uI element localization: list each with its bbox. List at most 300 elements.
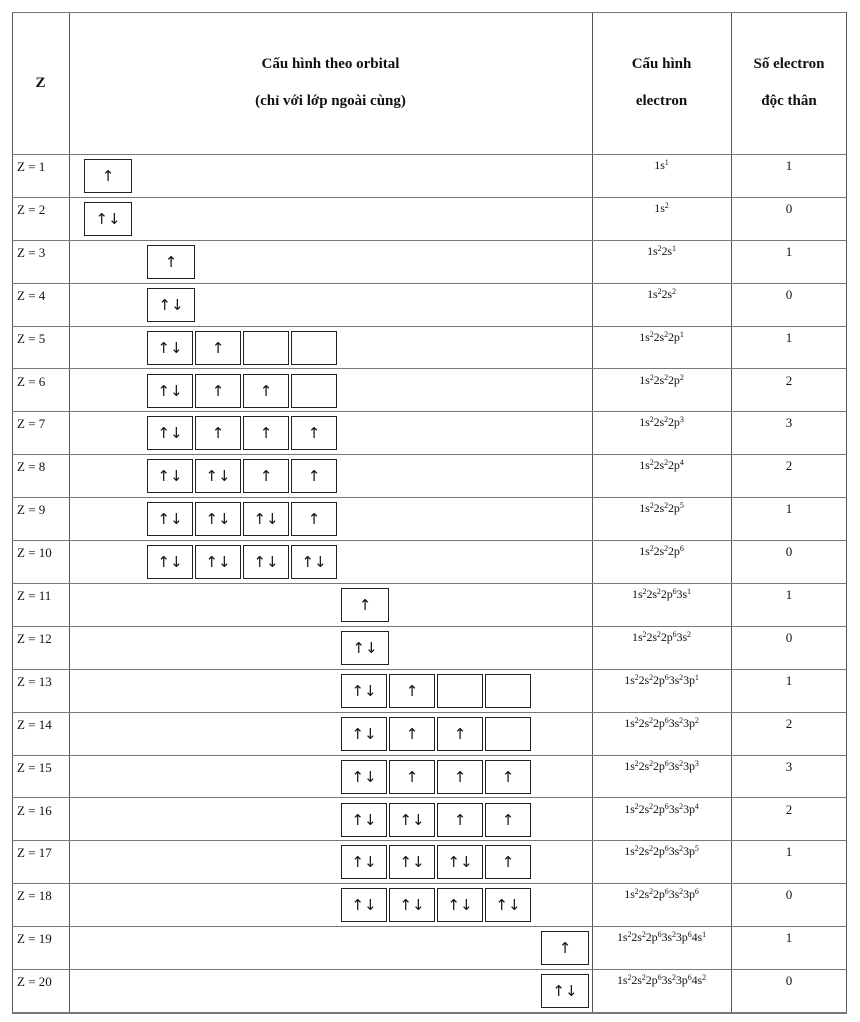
subshell-electron-count: 2	[664, 200, 669, 210]
header-unpaired	[731, 12, 847, 154]
table-row	[12, 370, 847, 413]
subshell-electron-count: 2	[671, 286, 676, 296]
subshell-electron-count: 2	[664, 372, 669, 382]
table-row	[12, 670, 847, 713]
subshell-label: 2p	[645, 930, 658, 945]
subshell-label: 2s	[631, 973, 642, 988]
table-row	[12, 241, 847, 284]
unpaired-electrons: 3	[785, 758, 793, 774]
orbital-diagram	[341, 717, 531, 751]
z-cell: Z = 3	[17, 244, 46, 260]
z-cell: Z = 12	[17, 630, 52, 646]
subshell-label: 2p	[652, 801, 665, 816]
subshell-electron-count: 2	[642, 629, 647, 639]
subshell-electron-count: 4	[694, 801, 699, 811]
subshell-label: 2p	[645, 973, 658, 988]
subshell-label: 1s	[654, 158, 665, 172]
subshell-label: 1s	[624, 758, 635, 773]
electron-configuration	[592, 287, 731, 302]
unpaired-electrons: 0	[785, 286, 793, 302]
electron-configuration	[592, 544, 731, 559]
subshell-label: 2s	[638, 887, 650, 902]
header-z-label: Z	[35, 74, 46, 91]
orbital-box: ↑↓	[195, 502, 241, 536]
orbital-box	[243, 331, 289, 365]
subshell-label: 3s	[668, 801, 680, 816]
unpaired-electrons: 0	[785, 544, 793, 560]
subshell-label: 1s	[639, 544, 650, 559]
table-row	[12, 627, 847, 670]
subshell-electron-count: 1	[702, 930, 706, 940]
subshell-electron-count: 6	[657, 973, 662, 983]
subshell-electron-count: 6	[672, 629, 677, 639]
subshell-electron-count: 2	[679, 758, 684, 768]
subshell-label: 2p	[652, 887, 665, 902]
subshell-label: 2s	[638, 801, 650, 816]
orbital-box: ↑↓	[341, 674, 387, 708]
subshell-electron-count: 3	[679, 415, 684, 425]
orbital-diagram	[341, 845, 531, 879]
subshell-label: 3s	[668, 715, 680, 730]
subshell-electron-count: 2	[641, 930, 646, 940]
z-cell: Z = 19	[17, 931, 52, 947]
orbital-box: ↑	[291, 416, 337, 450]
orbital-box: ↑	[437, 717, 483, 751]
z-cell: Z = 20	[17, 974, 52, 990]
subshell-label: 2s	[661, 286, 672, 301]
orbital-diagram	[147, 245, 195, 279]
subshell-label: 2s	[638, 715, 650, 730]
orbital-box: ↑	[437, 803, 483, 837]
orbital-box: ↑↓	[437, 888, 483, 922]
orbital-box: ↑↓	[195, 545, 241, 579]
subshell-electron-count: 2	[649, 715, 653, 725]
subshell-label: 2s	[653, 329, 665, 344]
orbital-diagram	[341, 760, 531, 794]
subshell-electron-count: 6	[687, 930, 692, 940]
subshell-electron-count: 2	[649, 501, 654, 511]
header-configuration	[592, 12, 731, 154]
orbital-diagram	[341, 631, 389, 665]
subshell-label: 2p	[660, 587, 673, 601]
subshell-electron-count: 6	[664, 758, 669, 768]
unpaired-electrons: 1	[785, 930, 793, 946]
orbital-box: ↑↓	[147, 288, 195, 322]
subshell-label: 3s	[676, 629, 688, 644]
orbital-box: ↑	[389, 717, 435, 751]
subshell-label: 3p	[683, 801, 695, 816]
orbital-diagram	[147, 502, 337, 536]
orbital-box: ↑↓	[147, 331, 193, 365]
orbital-box: ↑↓	[147, 545, 193, 579]
subshell-label: 2s	[653, 415, 665, 430]
subshell-label: 1s	[639, 329, 650, 344]
z-cell: Z = 7	[17, 416, 46, 432]
orbital-box: ↑↓	[291, 545, 337, 579]
electron-configuration	[592, 973, 731, 988]
subshell-label: 3s	[676, 587, 688, 601]
subshell-label: 1s	[639, 415, 650, 430]
table-row	[12, 584, 847, 627]
subshell-electron-count: 1	[694, 672, 699, 682]
table-row	[12, 412, 847, 455]
subshell-label: 2p	[660, 629, 673, 644]
subshell-electron-count: 2	[679, 844, 684, 854]
orbital-box: ↑↓	[243, 545, 289, 579]
subshell-electron-count: 2	[679, 887, 684, 897]
orbital-box: ↑	[485, 760, 531, 794]
electron-configuration	[592, 716, 731, 731]
orbital-box	[291, 374, 337, 408]
subshell-electron-count: 2	[664, 501, 669, 511]
subshell-label: 1s	[654, 200, 665, 215]
orbital-box	[485, 717, 531, 751]
unpaired-electrons: 1	[785, 243, 793, 259]
unpaired-electrons: 1	[785, 501, 793, 517]
subshell-electron-count: 1	[679, 329, 684, 339]
electron-configuration	[592, 887, 731, 902]
table-row	[12, 970, 847, 1013]
subshell-electron-count: 2	[649, 329, 654, 339]
subshell-label: 1s	[639, 372, 650, 387]
subshell-electron-count: 6	[664, 801, 669, 811]
subshell-label: 3s	[668, 758, 680, 773]
subshell-label: 3s	[668, 887, 680, 902]
electron-configuration	[592, 330, 731, 345]
subshell-label: 3p	[683, 887, 695, 902]
subshell-label: 2p	[652, 672, 665, 687]
header-orbital-line2: (chỉ với lớp ngoài cùng)	[255, 93, 406, 109]
orbital-diagram	[84, 202, 132, 236]
subshell-electron-count: 2	[649, 801, 653, 811]
orbital-box: ↑↓	[341, 888, 387, 922]
unpaired-electrons: 0	[785, 629, 793, 645]
unpaired-electrons: 2	[785, 458, 793, 474]
orbital-box: ↑	[243, 416, 289, 450]
subshell-label: 1s	[639, 501, 650, 516]
orbital-box: ↑↓	[147, 502, 193, 536]
subshell-label: 4s	[691, 930, 703, 945]
orbital-diagram	[147, 416, 337, 450]
subshell-label: 2p	[668, 415, 680, 430]
subshell-label: 3s	[668, 844, 680, 859]
electron-configuration	[592, 587, 731, 602]
header-orbital	[69, 12, 592, 154]
subshell-electron-count: 2	[634, 887, 639, 897]
subshell-electron-count: 6	[687, 973, 692, 983]
orbital-box: ↑↓	[437, 845, 483, 879]
orbital-box: ↑↓	[195, 459, 241, 493]
subshell-label: 3p	[683, 758, 695, 773]
z-cell: Z = 2	[17, 201, 46, 217]
subshell-electron-count: 1	[664, 158, 669, 167]
subshell-electron-count: 2	[656, 629, 661, 639]
subshell-electron-count: 2	[649, 372, 654, 382]
subshell-electron-count: 2	[649, 458, 654, 468]
subshell-electron-count: 6	[664, 844, 669, 854]
subshell-label: 1s	[624, 672, 635, 687]
unpaired-electrons: 3	[785, 415, 793, 431]
subshell-label: 1s	[624, 715, 635, 730]
orbital-box: ↑↓	[341, 631, 389, 665]
subshell-electron-count: 2	[694, 715, 699, 725]
orbital-diagram	[84, 159, 132, 193]
electron-configuration-table	[12, 12, 847, 1014]
subshell-electron-count: 3	[694, 758, 699, 768]
header-configuration-line2: electron	[635, 93, 688, 109]
orbital-diagram	[147, 545, 337, 579]
electron-configuration	[592, 373, 731, 388]
subshell-label: 2p	[668, 544, 680, 559]
orbital-diagram	[341, 588, 389, 622]
z-cell: Z = 9	[17, 502, 46, 518]
subshell-electron-count: 6	[664, 887, 669, 897]
subshell-label: 4s	[691, 973, 703, 988]
table-row	[12, 799, 847, 842]
subshell-label: 1s	[617, 973, 628, 988]
subshell-label: 3s	[661, 973, 672, 988]
table-row	[12, 198, 847, 241]
subshell-electron-count: 2	[656, 587, 661, 596]
subshell-label: 2s	[653, 372, 665, 387]
subshell-electron-count: 2	[657, 243, 662, 253]
subshell-label: 2p	[668, 501, 680, 516]
subshell-electron-count: 6	[664, 715, 669, 725]
subshell-electron-count: 2	[641, 973, 646, 983]
subshell-label: 1s	[647, 286, 658, 301]
orbital-box: ↑	[389, 760, 435, 794]
subshell-label: 3p	[683, 672, 695, 687]
orbital-box: ↑	[243, 459, 289, 493]
z-cell: Z = 6	[17, 373, 46, 389]
subshell-label: 2p	[652, 844, 665, 859]
z-cell: Z = 8	[17, 459, 46, 475]
header-z	[12, 12, 69, 154]
subshell-electron-count: 1	[687, 587, 691, 596]
orbital-box: ↑↓	[341, 845, 387, 879]
subshell-electron-count: 2	[679, 801, 684, 811]
header-configuration-line1: Cấu hình	[631, 56, 692, 72]
electron-configuration	[592, 802, 731, 817]
subshell-electron-count: 2	[702, 973, 706, 983]
subshell-electron-count: 2	[687, 629, 691, 639]
orbital-box: ↑↓	[147, 374, 193, 408]
z-cell: Z = 13	[17, 673, 52, 689]
orbital-box: ↑↓	[341, 803, 387, 837]
z-cell: Z = 18	[17, 888, 52, 904]
subshell-electron-count: 4	[679, 458, 684, 468]
orbital-diagram	[541, 974, 589, 1008]
unpaired-electrons: 2	[785, 801, 793, 817]
z-cell: Z = 11	[17, 588, 52, 603]
orbital-box: ↑↓	[485, 888, 531, 922]
subshell-label: 2p	[668, 329, 680, 344]
subshell-electron-count: 6	[664, 672, 669, 682]
orbital-box: ↑	[437, 760, 483, 794]
table-row	[12, 455, 847, 498]
orbital-diagram	[541, 931, 589, 965]
electron-configuration	[592, 759, 731, 774]
subshell-label: 2p	[668, 372, 680, 387]
orbital-box: ↑	[195, 416, 241, 450]
subshell-label: 2p	[652, 758, 665, 773]
subshell-label: 1s	[639, 458, 650, 473]
table-row	[12, 327, 847, 370]
unpaired-electrons: 0	[785, 887, 793, 903]
table-row	[12, 155, 847, 198]
subshell-label: 3p	[683, 844, 695, 859]
subshell-electron-count: 1	[671, 243, 676, 253]
subshell-electron-count: 5	[679, 501, 684, 511]
subshell-electron-count: 6	[657, 930, 662, 940]
table-row	[12, 713, 847, 756]
electron-configuration	[592, 458, 731, 473]
table-row	[12, 841, 847, 884]
subshell-electron-count: 2	[642, 587, 647, 596]
orbital-box: ↑	[195, 331, 241, 365]
orbital-box: ↑↓	[147, 459, 193, 493]
subshell-label: 2s	[653, 458, 665, 473]
unpaired-electrons: 1	[785, 844, 793, 860]
subshell-label: 3p	[675, 973, 688, 988]
table-row	[12, 884, 847, 927]
electron-configuration	[592, 673, 731, 688]
subshell-label: 2s	[646, 629, 657, 644]
subshell-electron-count: 2	[634, 672, 639, 682]
header-unpaired-line2: độc thân	[761, 93, 817, 109]
unpaired-electrons: 2	[785, 715, 793, 731]
electron-configuration	[592, 930, 731, 945]
electron-configuration	[592, 158, 731, 173]
z-cell: Z = 4	[17, 287, 46, 303]
table-row	[12, 756, 847, 799]
subshell-electron-count: 2	[664, 415, 669, 425]
electron-configuration	[592, 844, 731, 859]
table-border-bottom	[12, 1013, 847, 1014]
orbital-box: ↑↓	[541, 974, 589, 1008]
orbital-box: ↑	[291, 459, 337, 493]
subshell-label: 1s	[632, 587, 643, 601]
electron-configuration	[592, 415, 731, 430]
orbital-box: ↑	[485, 845, 531, 879]
orbital-box: ↑	[541, 931, 589, 965]
electron-configuration	[592, 630, 731, 645]
orbital-box: ↑↓	[341, 760, 387, 794]
orbital-box: ↑↓	[389, 803, 435, 837]
orbital-diagram	[147, 374, 337, 408]
z-cell: Z = 15	[17, 759, 52, 775]
electron-configuration	[592, 501, 731, 516]
orbital-box: ↑↓	[147, 416, 193, 450]
subshell-label: 1s	[647, 243, 658, 258]
unpaired-electrons: 1	[785, 158, 793, 173]
subshell-electron-count: 6	[672, 587, 677, 596]
subshell-label: 1s	[632, 629, 643, 644]
unpaired-electrons: 1	[785, 587, 793, 602]
unpaired-electrons: 0	[785, 973, 793, 989]
subshell-label: 2s	[646, 587, 657, 601]
subshell-label: 3s	[668, 672, 680, 687]
subshell-label: 3p	[675, 930, 688, 945]
orbital-box: ↑↓	[341, 717, 387, 751]
subshell-electron-count: 2	[634, 758, 639, 768]
orbital-box: ↑↓	[84, 202, 132, 236]
table-row	[12, 284, 847, 327]
subshell-electron-count: 2	[671, 930, 676, 940]
subshell-electron-count: 2	[634, 844, 639, 854]
subshell-label: 1s	[624, 887, 635, 902]
subshell-electron-count: 2	[679, 372, 684, 382]
subshell-electron-count: 2	[649, 758, 653, 768]
subshell-label: 2s	[653, 501, 665, 516]
subshell-label: 1s	[624, 844, 635, 859]
subshell-label: 1s	[624, 801, 635, 816]
table-row	[12, 927, 847, 970]
header-orbital-line1: Cấu hình theo orbital	[261, 56, 400, 72]
subshell-electron-count: 2	[649, 887, 653, 897]
orbital-diagram	[341, 803, 531, 837]
subshell-electron-count: 2	[664, 544, 669, 554]
z-cell: Z = 14	[17, 716, 52, 732]
orbital-box: ↑↓	[389, 845, 435, 879]
subshell-electron-count: 2	[664, 329, 669, 339]
z-cell: Z = 16	[17, 802, 52, 818]
subshell-electron-count: 2	[649, 672, 653, 682]
orbital-box: ↑	[147, 245, 195, 279]
z-cell: Z = 5	[17, 330, 46, 346]
subshell-electron-count: 2	[679, 672, 684, 682]
subshell-label: 3s	[661, 930, 672, 945]
orbital-box	[291, 331, 337, 365]
subshell-electron-count: 2	[679, 715, 684, 725]
subshell-electron-count: 2	[657, 286, 662, 296]
orbital-diagram	[147, 459, 337, 493]
orbital-box	[437, 674, 483, 708]
orbital-diagram	[147, 331, 337, 365]
subshell-label: 1s	[617, 930, 628, 945]
z-cell: Z = 17	[17, 845, 52, 861]
electron-configuration	[592, 244, 731, 259]
orbital-box: ↑	[243, 374, 289, 408]
orbital-box: ↑↓	[243, 502, 289, 536]
orbital-box	[485, 674, 531, 708]
orbital-box: ↑	[485, 803, 531, 837]
subshell-label: 2s	[638, 672, 650, 687]
subshell-electron-count: 2	[627, 930, 632, 940]
unpaired-electrons: 1	[785, 329, 793, 345]
header-unpaired-line1: Số electron	[753, 56, 825, 72]
unpaired-electrons: 2	[785, 372, 793, 388]
subshell-label: 2p	[668, 458, 680, 473]
table-row	[12, 541, 847, 584]
subshell-electron-count: 2	[649, 544, 654, 554]
orbital-diagram	[147, 288, 195, 322]
subshell-electron-count: 6	[694, 887, 699, 897]
orbital-box: ↑	[341, 588, 389, 622]
subshell-electron-count: 5	[694, 844, 699, 854]
subshell-electron-count: 2	[671, 973, 676, 983]
subshell-electron-count: 2	[649, 415, 654, 425]
z-cell: Z = 10	[17, 545, 52, 561]
subshell-electron-count: 2	[664, 458, 669, 468]
table-row	[12, 498, 847, 541]
subshell-label: 2p	[652, 715, 665, 730]
subshell-electron-count: 2	[649, 844, 653, 854]
z-cell: Z = 1	[17, 159, 46, 174]
orbital-box: ↑	[389, 674, 435, 708]
subshell-electron-count: 6	[679, 544, 684, 554]
unpaired-electrons: 1	[785, 672, 793, 688]
